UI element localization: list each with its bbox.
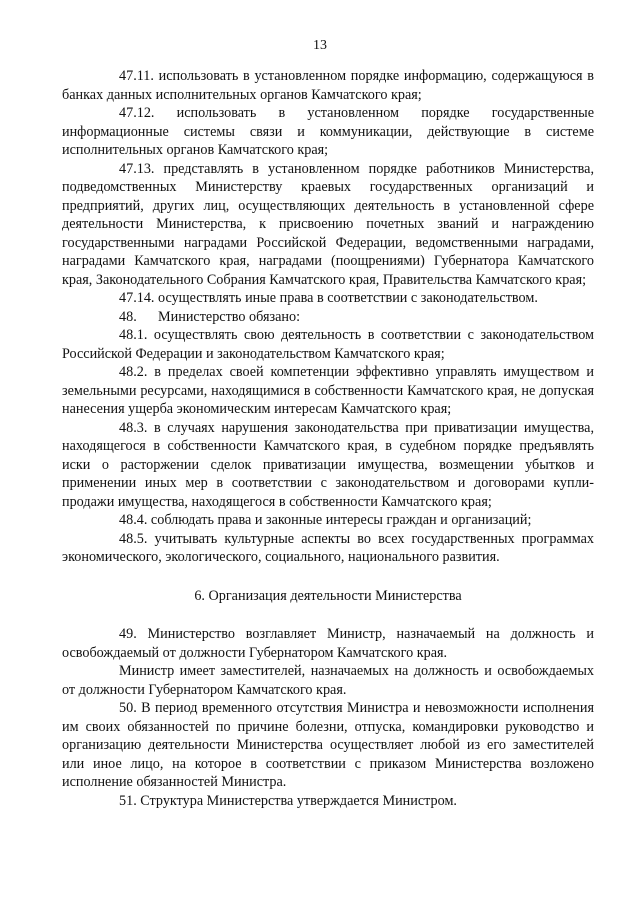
paragraph-48: 48. Министерство обязано: — [119, 308, 301, 325]
paragraph-50: 50. В период временного отсутствия Министра и невозможности исполнения им своих обязанностей по причине болезни, отпуска, командировки руководство и организацию деятельности Министерства осуществляет любой из его заместителей или иное лицо, на которое в соответствии с приказом Министерства возложено исполнение обязанностей Министра. — [62, 700, 594, 790]
paragraph-48-4: 48.4. соблюдать права и законные интересы граждан и организаций; — [119, 512, 532, 528]
document-body — [62, 67, 594, 810]
paragraph-48-1: 48.1. осуществлять свою деятельность в соответствии с законодательством Российской Федерации и законодательством Камчатского края; — [62, 327, 594, 362]
paragraph-48-5: 48.5. учитывать культурные аспекты во всех государственных программах экономического, экологического, социального, национального развития. — [62, 530, 594, 565]
paragraph-47-13: 47.13. представлять в установленном порядке работников Министерства, подведомственных Министерству краевых государственных организаций и предприятий, других лиц, осуществляющих деятельность в установленной сфере деятельности Министерства, к присвоению почетных званий и награждению государственными наградами Российской Федерации, ведомственными наградами, наградами Камчатского края, наградами (поощрениями) Губернатора Камчатского края, Законодательного Собрания Камчатского края, Правительства Камчатского края; — [62, 160, 594, 288]
paragraph-47-14: 47.14. осуществлять иные права в соответствии с законодательством. — [119, 290, 538, 306]
page-number: 13 — [313, 38, 327, 53]
paragraph-47-12: 47.12. использовать в установленном порядке государственные информационные системы связи и коммуникации, действующие в системе исполнительных органов Камчатского края; — [62, 105, 594, 158]
paragraph-48-3: 48.3. в случаях нарушения законодательства при приватизации имущества, находящегося в собственности Камчатского края, в судебном порядке предъявлять иски о расторжении сделок приватизации имущества, возмещении убытков и применении иных мер в соответствии с законодательством и договорами купли-продажи имущества, находящегося в собственности Камчатского края; — [62, 419, 594, 510]
paragraph-48-2: 48.2. в пределах своей компетенции эффективно управлять имуществом и земельными ресурсами, находящимися в собственности Камчатского края, не допуская нанесения ущерба экономическим интересам Камчатского края; — [62, 364, 594, 417]
paragraph-51: 51. Структура Министерства утверждается Министром. — [119, 792, 457, 809]
paragraph-49-deputies: Министр имеет заместителей, назначаемых на должность и освобождаемых от должности Губернатором Камчатского края. — [62, 663, 594, 698]
paragraph-47-11: 47.11. использовать в установленном порядке информацию, содержащуюся в банках данных исполнительных органов Камчатского края; — [62, 68, 594, 103]
paragraph-49: 49. Министерство возглавляет Министр, назначаемый на должность и освобождаемый от должности Губернатором Камчатского края. — [62, 626, 594, 661]
section-heading: 6. Организация деятельности Министерства — [194, 587, 462, 604]
